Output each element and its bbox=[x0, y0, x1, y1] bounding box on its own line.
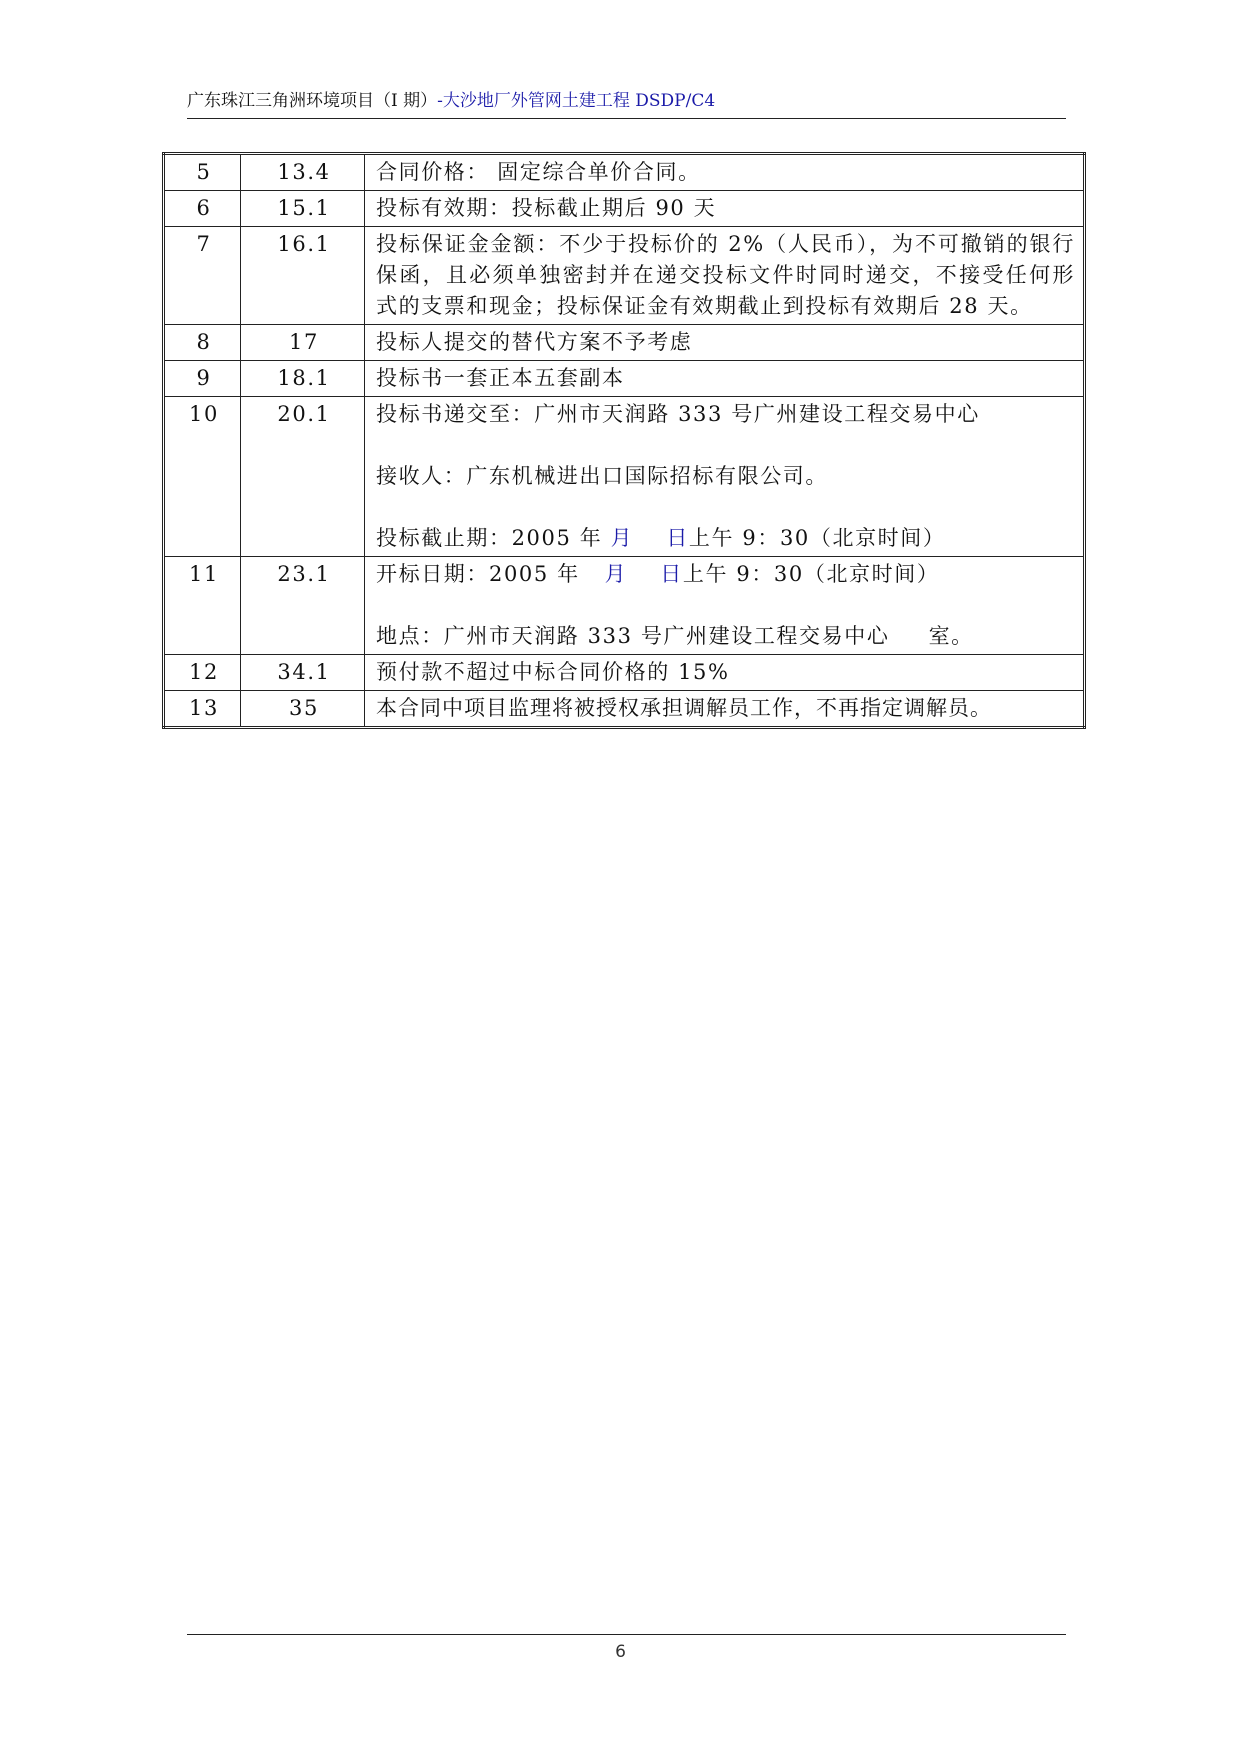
table-row bbox=[164, 655, 1085, 691]
clause-text: 投标书一套正本五套副本 bbox=[365, 361, 1085, 397]
row-number: 10 bbox=[164, 397, 241, 557]
deadline-day: 日 bbox=[666, 526, 689, 550]
table-row bbox=[164, 227, 1085, 325]
table-row bbox=[164, 154, 1085, 191]
clause-number: 20.1 bbox=[241, 397, 365, 557]
footer-divider bbox=[187, 1634, 1066, 1635]
page-number: 6 bbox=[615, 1642, 626, 1662]
deadline-time: 上午 9：30（北京时间） bbox=[688, 526, 946, 550]
table-row bbox=[164, 361, 1085, 397]
row-number: 7 bbox=[164, 227, 241, 325]
row-number: 9 bbox=[164, 361, 241, 397]
table-row bbox=[164, 691, 1085, 728]
opening-day: 日 bbox=[660, 562, 683, 586]
bid-deadline bbox=[376, 523, 1075, 554]
clause-number: 34.1 bbox=[241, 655, 365, 691]
row-number: 6 bbox=[164, 191, 241, 227]
row-number: 11 bbox=[164, 557, 241, 655]
opening-month: 月 bbox=[604, 562, 628, 586]
clause-number: 18.1 bbox=[241, 361, 365, 397]
clause-text: 合同价格： 固定综合单价合同。 bbox=[365, 154, 1085, 191]
page-header bbox=[187, 88, 1066, 119]
row-number: 13 bbox=[164, 691, 241, 728]
row-number: 8 bbox=[164, 325, 241, 361]
clause-number: 23.1 bbox=[241, 557, 365, 655]
row-number: 5 bbox=[164, 154, 241, 191]
clause-text bbox=[365, 397, 1085, 557]
deadline-year: 投标截止期：2005 年 bbox=[376, 526, 611, 550]
opening-date bbox=[376, 559, 1075, 590]
table-row bbox=[164, 325, 1085, 361]
opening-time: 上午 9：30（北京时间） bbox=[682, 562, 940, 586]
clause-text: 投标保证金金额：不少于投标价的 2%（人民币），为不可撤销的银行保函，且必须单独密封并在递交投标文件时同时递交，不接受任何形式的支票和现金；投标保证金有效期截止到投标有效期后 28 天。 bbox=[365, 227, 1085, 325]
table-row bbox=[164, 191, 1085, 227]
clause-number: 13.4 bbox=[241, 154, 365, 191]
table-row bbox=[164, 397, 1085, 557]
submission-address: 投标书递交至：广州市天润路 333 号广州建设工程交易中心 bbox=[376, 402, 980, 426]
bid-data-table bbox=[162, 152, 1086, 729]
clause-text: 投标有效期：投标截止期后 90 天 bbox=[365, 191, 1085, 227]
clause-number: 17 bbox=[241, 325, 365, 361]
header-project-name: 广东珠江三角洲环境项目（I 期） bbox=[187, 91, 438, 111]
clause-number: 35 bbox=[241, 691, 365, 728]
deadline-month: 月 bbox=[610, 526, 634, 550]
clause-text bbox=[365, 557, 1085, 655]
row-number: 12 bbox=[164, 655, 241, 691]
table-row bbox=[164, 557, 1085, 655]
clause-number: 15.1 bbox=[241, 191, 365, 227]
clause-number: 16.1 bbox=[241, 227, 365, 325]
clause-text: 投标人提交的替代方案不予考虑 bbox=[365, 325, 1085, 361]
receiver: 接收人：广东机械进出口国际招标有限公司。 bbox=[376, 464, 828, 488]
opening-year: 开标日期：2005 年 bbox=[376, 562, 588, 586]
clause-text: 预付款不超过中标合同价格的 15% bbox=[365, 655, 1085, 691]
header-contract-name: -大沙地厂外管网土建工程 DSDP/C4 bbox=[437, 91, 716, 111]
opening-location: 地点：广州市天润路 333 号广州建设工程交易中心 室。 bbox=[376, 624, 974, 648]
clause-text: 本合同中项目监理将被授权承担调解员工作，不再指定调解员。 bbox=[365, 691, 1085, 728]
